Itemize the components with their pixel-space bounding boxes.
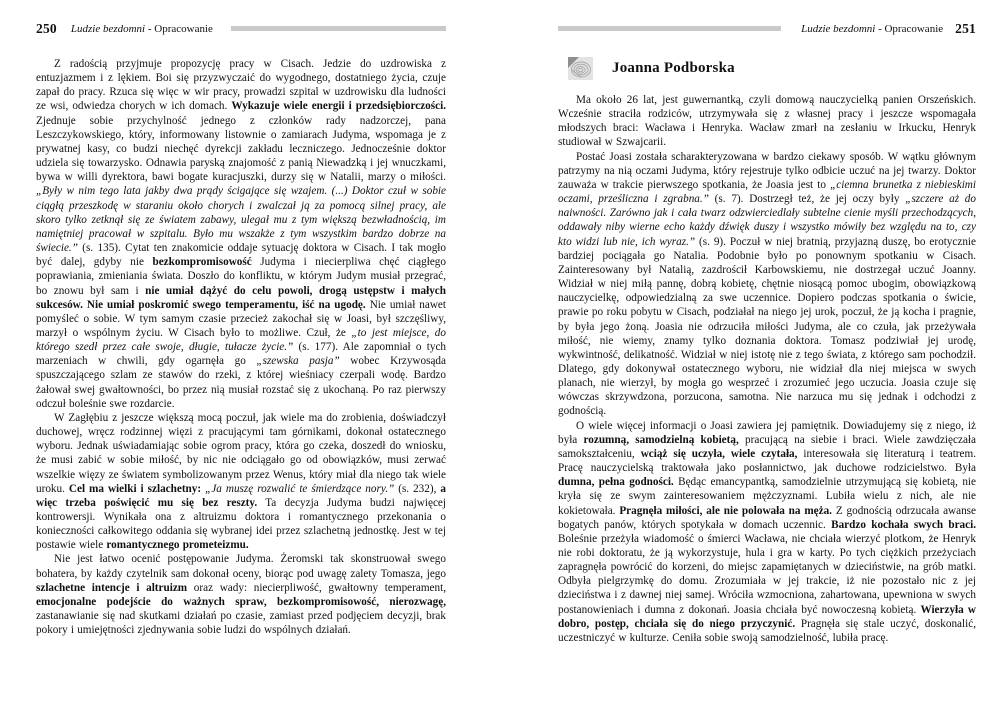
text-run: wciąż się uczyła, wiele czytała, <box>640 447 798 460</box>
text-run: pracującą na siebie i braci. Wiele zawdzięczała samokształceniu, <box>558 433 976 460</box>
text-run: „ciemna brunetka z niebieskimi oczami, prześliczna i zgrabna.” <box>558 178 976 206</box>
text-run: O wiele więcej informacji o Joasi zawiera jej pamiętnik. Dowiadujemy się z niego, iż była <box>558 419 976 446</box>
text-run: (s. 177). Ale zapomniał o tych marzeniach w chwili, gdy ogarnęła go <box>36 341 446 368</box>
text-run: (s. 135). Cytat ten znakomicie oddaje sytuację doktora w Cisach. I tak mogło być dalej, gdyby nie <box>36 242 446 269</box>
running-title-left: Ludzie bezdomni - Opracowanie <box>70 22 213 35</box>
running-head-right <box>558 20 976 37</box>
running-title-right: Ludzie bezdomni - Opracowanie <box>801 22 944 35</box>
text-run: (s. 7). Dostrzegł też, że jej oczy były <box>708 193 906 206</box>
section-heading-label: Joanna Podborska <box>612 60 735 76</box>
text-run: rozumną, samodzielną kobietą, <box>583 433 739 446</box>
text-run: Z godnością odrzucała awanse bogatych panów, których spotykała w domach uczennic. <box>558 504 976 531</box>
text-run: W Zagłębiu z jeszcze większą mocą poczuł, jak wiele ma do zrobienia, doświadczył duchowej, wręcz rodzinnej więzi z pracującymi tam górnikami, dokonał ostatecznego wyboru. Jednak uświadamiając sobie ogrom pracy, która go czeka, doszedł do wniosku, że musi zabić w sobie miłość, by nic nie odciągało go od obowiązków, musi zerwać wszelkie więzy ze światem symbolizowanym przez Wenus, który miał dla niego tak wiele uroku. <box>36 411 446 495</box>
running-head-left <box>36 20 446 37</box>
header-rule-right <box>558 26 781 31</box>
text-run: Wykazuje wiele energii i przedsiębiorczości. <box>231 100 446 113</box>
paragraph <box>558 150 976 419</box>
text-run: interesowała się literaturą i teatrem. Pracę nauczycielską traktowała jako posłannictwo, jak duchowe rodzicielstwo. Była <box>558 447 976 475</box>
paragraph <box>558 93 976 150</box>
book-page-left <box>36 20 446 637</box>
book-page-right <box>558 20 976 645</box>
text-run: „to jest miejsce, do którego szedł przez całe swoje, długie, tułacze życie.” <box>36 326 446 354</box>
text-run: wobec Krzywosąda spuszczającego szlam ze stawów do rzeki, z której wieśniacy czerpali wodę. Bardzo żałował swej gwałtowności, bo przez nią musiał rozstać się z ukochaną. Po raz pierwszy odczuł boleśnie swe rozdarcie. <box>36 355 446 410</box>
paragraph <box>558 419 976 646</box>
text-run: Nie jest łatwo ocenić postępowanie Judyma. Żeromski tak skonstruował swego bohatera, by każdy czytelnik sam dokonał oceny, biorąc pod uwagę zalety Tomasza, jego <box>36 553 446 580</box>
text-run: Postać Joasi została scharakteryzowana w bardzo ciekawy sposób. W wątku głównym patrzymy na nią oczami Judyma, który rejestruje tylko odbicie uczuć na jej twarzy. Doktor zauważa w trakcie pierwszego spotkania, że Joasia jest to <box>558 150 976 191</box>
text-run: Judyma i niecierpliwa chęć ciągłego poprawiania, zmieniania świata. Doszło do konfliktu, w którym Judym musiał przegrać, bo znowu był sam i <box>36 256 446 297</box>
text-run: Wierzyła w dobro, postęp, chciała się do niego przyczynić. <box>558 603 977 630</box>
text-run: „Były w nim tego lata jakby dwa prądy ścigające się wzajem. (...) Doktor czuł w sobie ciągłą przeszkodę w staraniu około chorych i zwalczał ją za pomocą silnej pracy, ale skoro tylko zetknął się ze światem zabawy, ulegał mu z tym większą bezwładnością, im namiętniej pracował w szpitalu. Było mu wszakże z tym wszystkim bardzo dobrze na świecie.” <box>36 185 446 255</box>
text-run: Ma około 26 lat, jest guwernantką, czyli domową nauczycielką panien Orszeńskich. Wcześnie straciła rodziców, utrzymywała się z własnej pracy i jeszcze wspomagała młodszych braci: Wacława i Henryka. Wacław zmarł na zesłaniu w Irkucku, Henryk studiował w Szwajcarii. <box>558 94 976 149</box>
header-rule-left <box>231 26 446 31</box>
text-run: oraz wady: niecierpliwość, gwałtowny temperament, <box>187 581 447 594</box>
text-run: Boleśnie przeżyła wiadomość o śmierci Wacława, nie chciała wierzyć plotkom, że Henryk nie robi doktoratu, że ją wykorzystuje, hula i gra w karty. Po tych ciężkich przeżyciach zapragnęła powrócić do korzeni, do miejsc zapamiętanych w dzieciństwie, na grób matki. Odbyła pielgrzymkę do domu. Zrozumiała w jej trakcie, iż nie pozostało nic z jej dzieciństwa i z dawnej niej samej. Wróciła wzmocniona, zahartowana, upewniona w swych postanowieniach i dumna z dokonań. Joasia chciała być nowoczesną kobietą. <box>558 532 976 616</box>
text-run: „szewska pasja” <box>256 355 340 368</box>
right-page-text <box>558 93 976 645</box>
text-run: nie umiał dążyć do celu powoli, drogą ustępstw i małych sukcesów. Nie umiał poskromić swego temperamentu, iść na ugodę. <box>36 284 446 311</box>
paragraph <box>36 411 446 553</box>
text-run: Bardzo kochała swych braci. <box>831 518 977 531</box>
text-run: romantycznego prometeizmu. <box>106 539 249 552</box>
text-run: szlachetne intencje i altruizm <box>36 581 188 594</box>
text-run: Będąc emancypantką, samodzielnie utrzymującą się kobietą, nie kryła się ze swym zainteresowaniem mężczyznami. Lubiła wielu z nich, ale nie kokietowała. <box>558 476 976 517</box>
text-run: Pragnęła miłości, ale nie polowała na męża. <box>619 504 832 517</box>
text-run: Zjednuje sobie przychylność jednego z członków rady nadzorczej, pana Leszczykowskiego, który, informowany listownie o zamiarach Judyma, wspomaga je z prywatnej kasy, co budzi niechęć dyrekcji zakładu leczniczego. Jednocześnie doktor udziela się towarzysko. Odnawia paryską znajomość z panią Niewadzką i jej wnuczkami, bywa w willi dyrektora, bawi bogate kuracjuszki, durzy się w Natalii, marzy o miłości. <box>36 114 446 184</box>
paragraph <box>36 552 446 637</box>
text-run: bezkompromisowość <box>152 256 252 269</box>
text-run: Nie umiał nawet pomyśleć o sobie. W tym samym czasie przecież zakochał się w Joasi, był szczęśliwy, marzył o wspólnym życiu. W Cisach było to możliwe. Czuł, że <box>36 298 447 339</box>
text-run: dumna, pełna godności. <box>558 476 674 489</box>
text-run: Pragnęła się stale uczyć, doskonalić, uczestniczyć w kulturze. Ceniła sobie swoją samodzielność, lubiła pracę. <box>558 617 977 644</box>
left-page-text <box>36 57 446 637</box>
text-run: „szczere aż do naiwności. Zarówno jak i cała twarz odzwierciedlały subtelne cienie myśli przechodzących, oddawały niby wierne echo każdy dźwięk duszy i wszystko mówiły bez względu na to, czy kto widzi lub nie, ich wyraz.” <box>558 193 976 248</box>
text-run: Z radością przyjmuje propozycję pracy w Cisach. Jedzie do uzdrowiska z entuzjazmem i z lękiem. Boi się przyzwyczaić do wygodnego, dostatniego życia, czuje zapał do pracy. Rzuca się więc w wir pracy, prowadzi szpital w uzdrowisku dla ludności ze wsi, odwiedza chorych w ich domach. <box>36 58 446 113</box>
text-run: zastanawianie się nad skutkami działań po czasie, zamiast przed podjęciem decyzji, brak pokory i umiejętności zjednywania sobie ludzi do wspólnych działań. <box>36 610 446 637</box>
text-run: emocjonalne podejście do ważnych spraw, bezkompromisowość, nierozwagę, <box>36 595 446 608</box>
text-run: (s. 9). Poczuł w niej bratnią, przyjazną duszę, bo erotycznie bardziej pociągała go Natalia. Podobnie było po ponownym spotkaniu w Cisach. Zainteresowany był Natalią, zazdrościł Karbowskiemu, nie dostrzegał uczuć Joanny. Widział w niej miłą pannę, dobrą kobietę, chętnie niosącą pomoc ubogim, obowiązkową nauczycielkę, odpowiedzialną za swe uczennice. Dopiero podczas spotkania o świcie, prawie po roku pobytu w Cisach, podziałał na niego jej urok, poczuł, że ją kocha i pragnie, by była jego żoną. Joasia nie odrzuciła miłości Judyma, ale co czuła, jak przeżywała miłość, nie wiemy, znamy tylko doznania doktora. Tomasz podziwiał jej urodę, wykwintność, delikatność. Widział w niej istotę nie z tego świata, z którego sam pochodził. Dlatego, gdy dokonywał ostatecznego wyboru, nie widział dla niej miejsca w swych planach, nie wierzył, by mogła go wesprzeć i zrozumieć jego uczucia. Joasia czuje się wówczas skrzywdzona, porzucona, samotna. Nie narzuca mu się jednak i odchodzi z godnością. <box>558 235 976 418</box>
page-number-right: 251 <box>955 20 976 36</box>
text-run: (s. 232), <box>394 482 441 495</box>
paragraph <box>36 57 446 411</box>
swirl-ornament-icon <box>568 57 593 80</box>
text-run: Cel ma wielki i szlachetny: <box>68 482 206 495</box>
text-run: „Ja muszę rozwalić te śmierdzące nory.” <box>205 482 395 495</box>
text-run: Ta decyzja Judyma budzi najwięcej kontrowersji. Wynikała ona z altruizmu doktora i romantycznego przekonania o konieczności całkowitego oddania się wybranej idei przez szlachetną jednostkę. Jest w tej postawie wiele <box>36 496 446 552</box>
text-run: a więc trzeba poświęcić mu się bez reszty. <box>36 482 446 509</box>
section-heading-joanna-podborska <box>568 57 976 80</box>
page-number-left: 250 <box>36 20 57 36</box>
